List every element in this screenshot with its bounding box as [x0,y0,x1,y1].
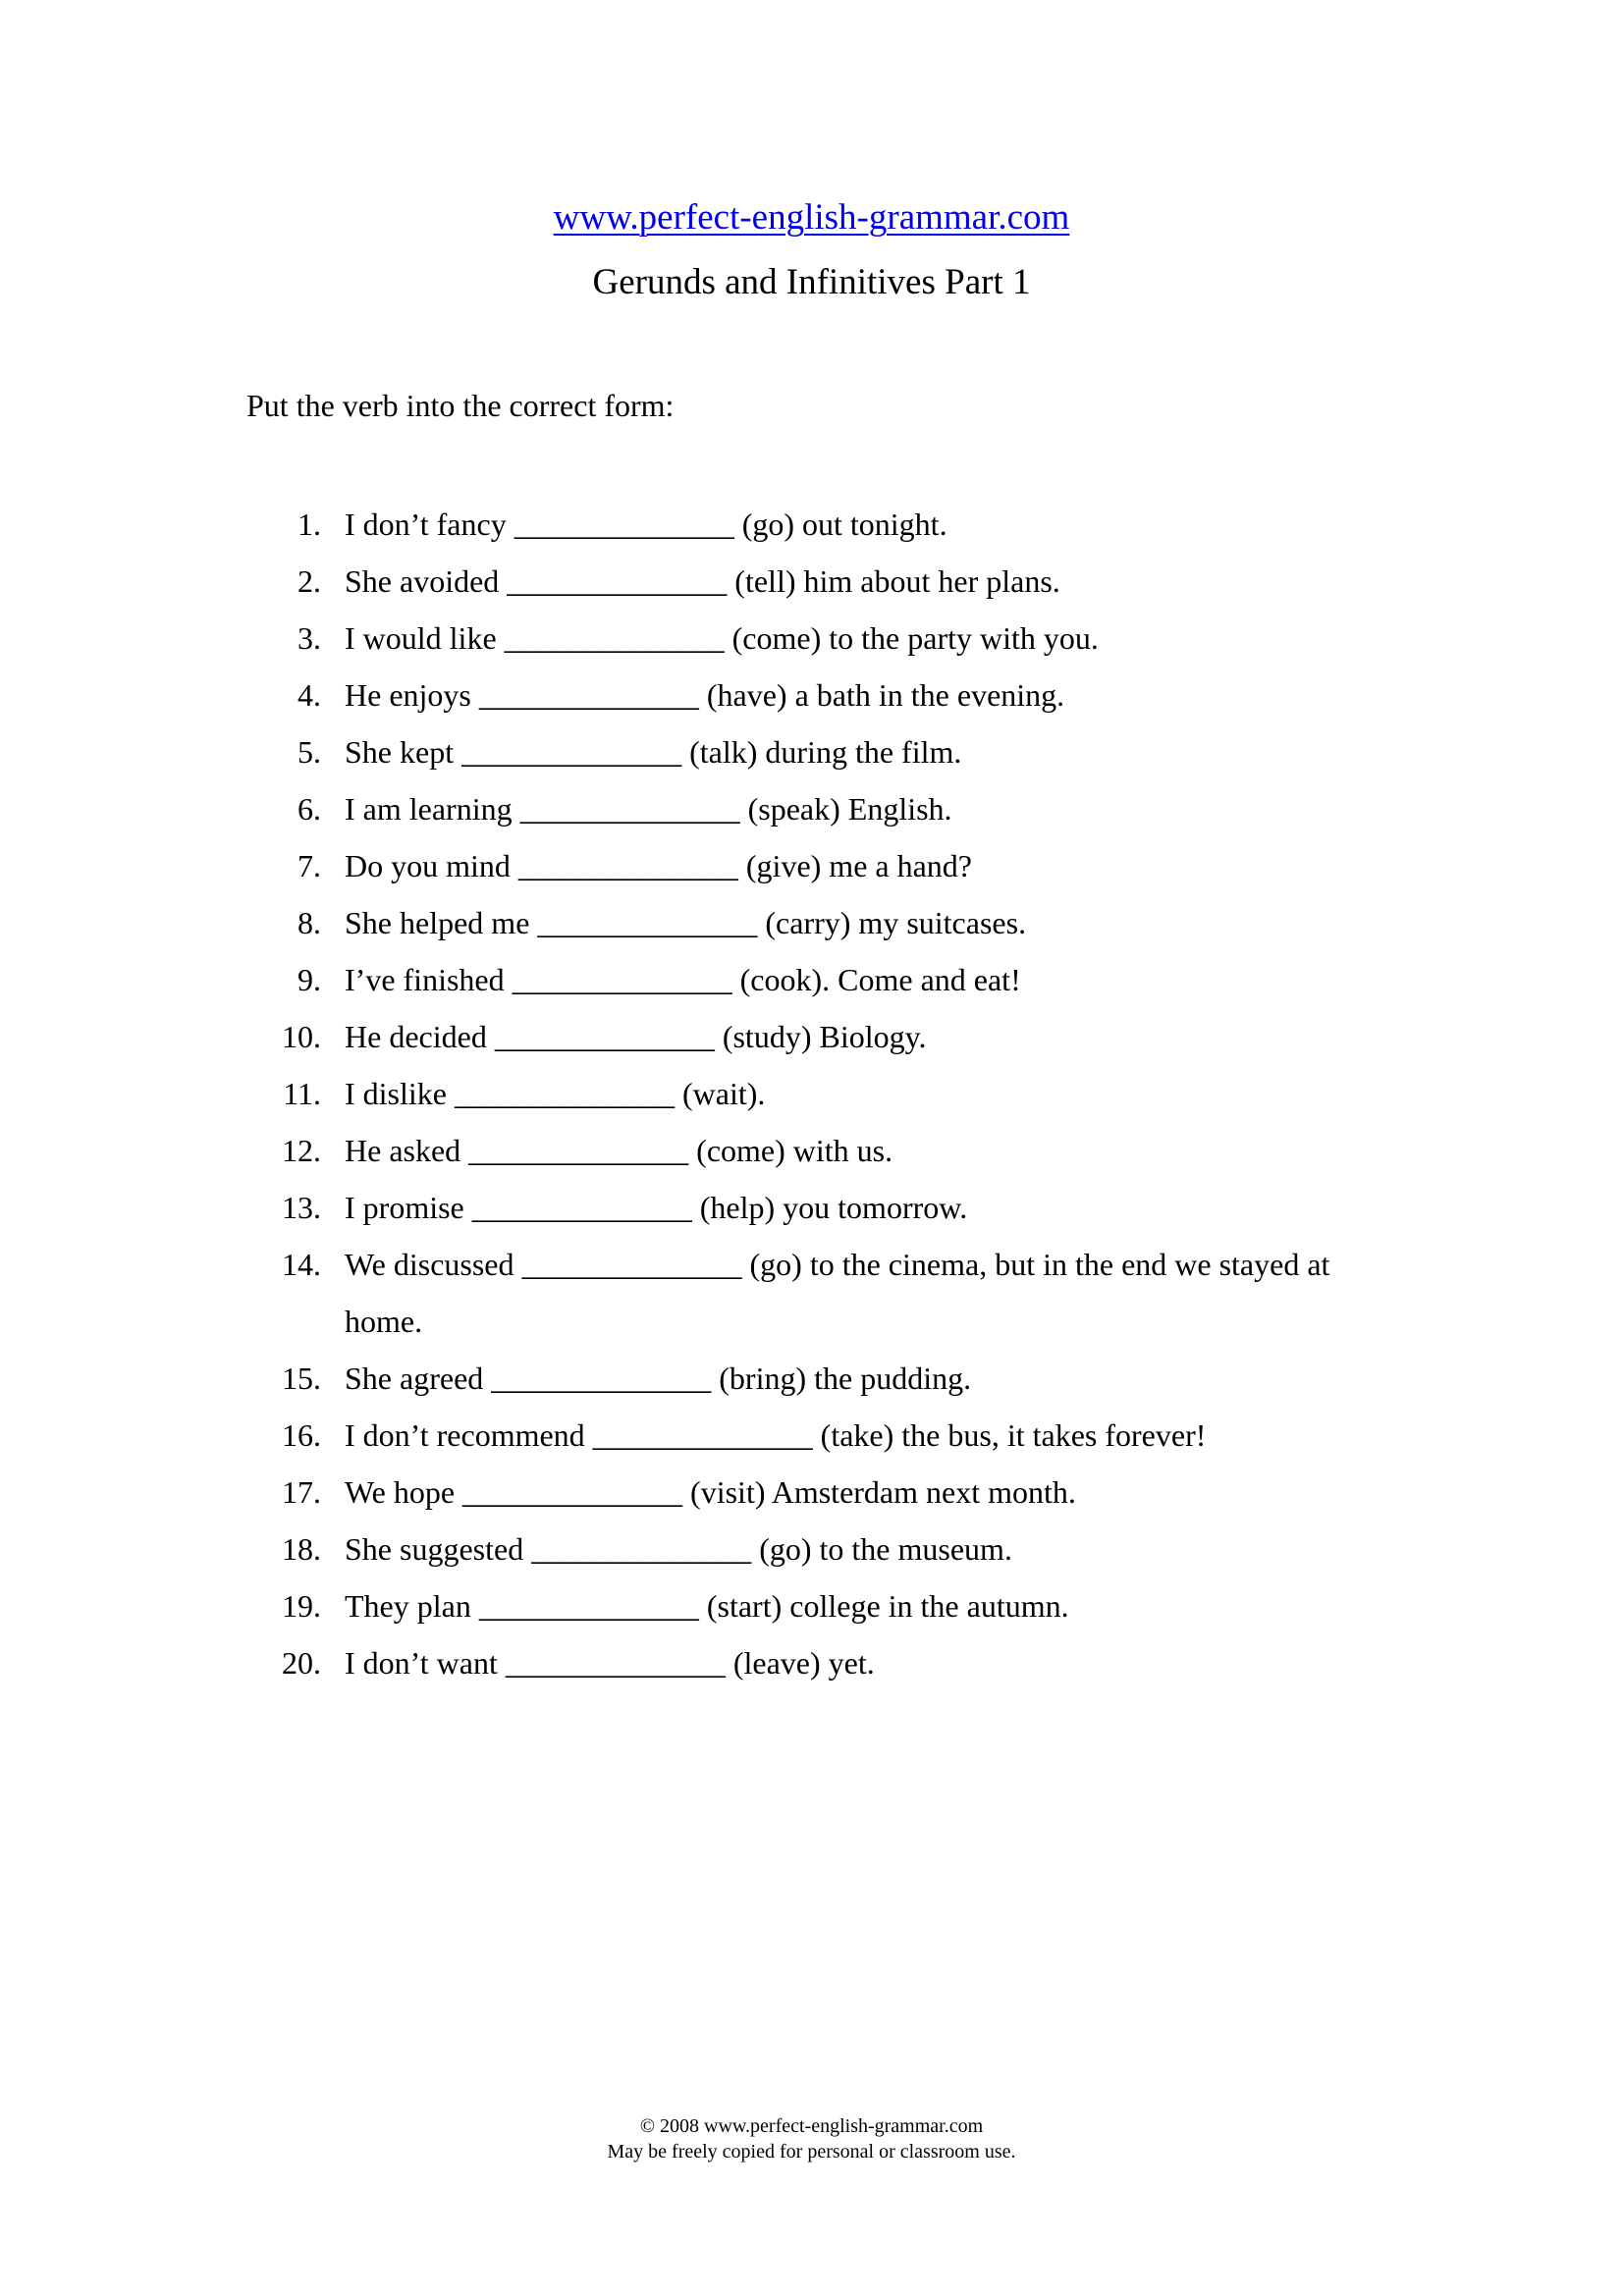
exercise-sentence: She helped me ______________ (carry) my suitcases. [345,905,1027,940]
exercise-item [0,1179,1385,1236]
exercise-item [0,496,1385,553]
exercise-sentence: She kept ______________ (talk) during the film. [345,734,962,770]
exercise-item [0,1122,1385,1179]
exercise-number: 8. [298,905,321,940]
exercise-number: 9. [298,962,321,997]
exercise-sentence: I promise ______________ (help) you tomorrow. [345,1190,968,1225]
exercise-number: 11. [283,1076,321,1111]
exercise-sentence: He decided ______________ (study) Biology. [345,1019,927,1054]
exercise-item [0,723,1385,780]
exercise-sentence: I dislike ______________ (wait). [345,1076,766,1111]
exercise-sentence: We discussed ______________ (go) to the cinema, but in the end we stayed at home. [345,1247,1338,1339]
exercise-sentence: We hope ______________ (visit) Amsterdam next month. [345,1474,1076,1510]
page-footer [0,2113,1623,2164]
exercise-sentence: She suggested ______________ (go) to the museum. [345,1531,1012,1567]
exercise-number: 15. [282,1361,321,1396]
exercise-sentence: I don’t recommend ______________ (take) the bus, it takes forever! [345,1417,1207,1453]
exercise-item [0,1236,1385,1350]
exercise-number: 6. [298,791,321,827]
page-header [0,194,1623,306]
exercise-item [0,1407,1385,1464]
exercise-number: 10. [282,1019,321,1054]
exercise-sentence: They plan ______________ (start) college in the autumn. [345,1588,1069,1624]
exercise-number: 14. [282,1247,321,1282]
exercise-number: 3. [298,620,321,656]
exercise-list [0,496,1623,1691]
exercise-number: 18. [282,1531,321,1567]
exercise-number: 4. [298,677,321,713]
exercise-sentence: He enjoys ______________ (have) a bath in the evening. [345,677,1065,713]
exercise-sentence: I am learning ______________ (speak) English. [345,791,952,827]
instructions: Put the verb into the correct form: [246,388,675,423]
exercise-item [0,553,1385,610]
page-title: Gerunds and Infinitives Part 1 [592,262,1031,302]
exercise-number: 12. [282,1133,321,1168]
exercise-item [0,1521,1385,1577]
exercise-item [0,1464,1385,1521]
exercise-sentence: Do you mind ______________ (give) me a hand? [345,848,972,883]
exercise-item [0,610,1385,667]
exercise-sentence: She agreed ______________ (bring) the pudding. [345,1361,972,1396]
exercise-sentence: He asked ______________ (come) with us. [345,1133,893,1168]
exercise-item [0,1065,1385,1122]
exercise-sentence: I don’t want ______________ (leave) yet. [345,1645,875,1681]
exercise-number: 7. [298,848,321,883]
exercise-number: 17. [282,1474,321,1510]
exercise-number: 1. [298,507,321,542]
exercise-item [0,1577,1385,1634]
exercise-item [0,1634,1385,1691]
exercise-item [0,1008,1385,1065]
exercise-sentence: I would like ______________ (come) to the party with you. [345,620,1099,656]
exercise-number: 13. [282,1190,321,1225]
exercise-item [0,837,1385,894]
exercise-number: 5. [298,734,321,770]
exercise-number: 16. [282,1417,321,1453]
site-link[interactable]: www.perfect-english-grammar.com [553,197,1070,238]
exercise-sentence: She avoided ______________ (tell) him about her plans. [345,563,1060,599]
exercise-sentence: I don’t fancy ______________ (go) out tonight. [345,507,947,542]
exercise-item [0,780,1385,837]
exercise-sentence: I’ve finished ______________ (cook). Come and eat! [345,962,1021,997]
exercise-number: 20. [282,1645,321,1681]
exercise-number: 2. [298,563,321,599]
exercise-item [0,667,1385,723]
exercise-item [0,1350,1385,1407]
copyright-notice: © 2008 www.perfect-english-grammar.com [639,2115,984,2137]
exercise-item [0,951,1385,1008]
exercise-number: 19. [282,1588,321,1624]
usage-note: May be freely copied for personal or classroom use. [607,2141,1016,2163]
exercise-item [0,894,1385,951]
